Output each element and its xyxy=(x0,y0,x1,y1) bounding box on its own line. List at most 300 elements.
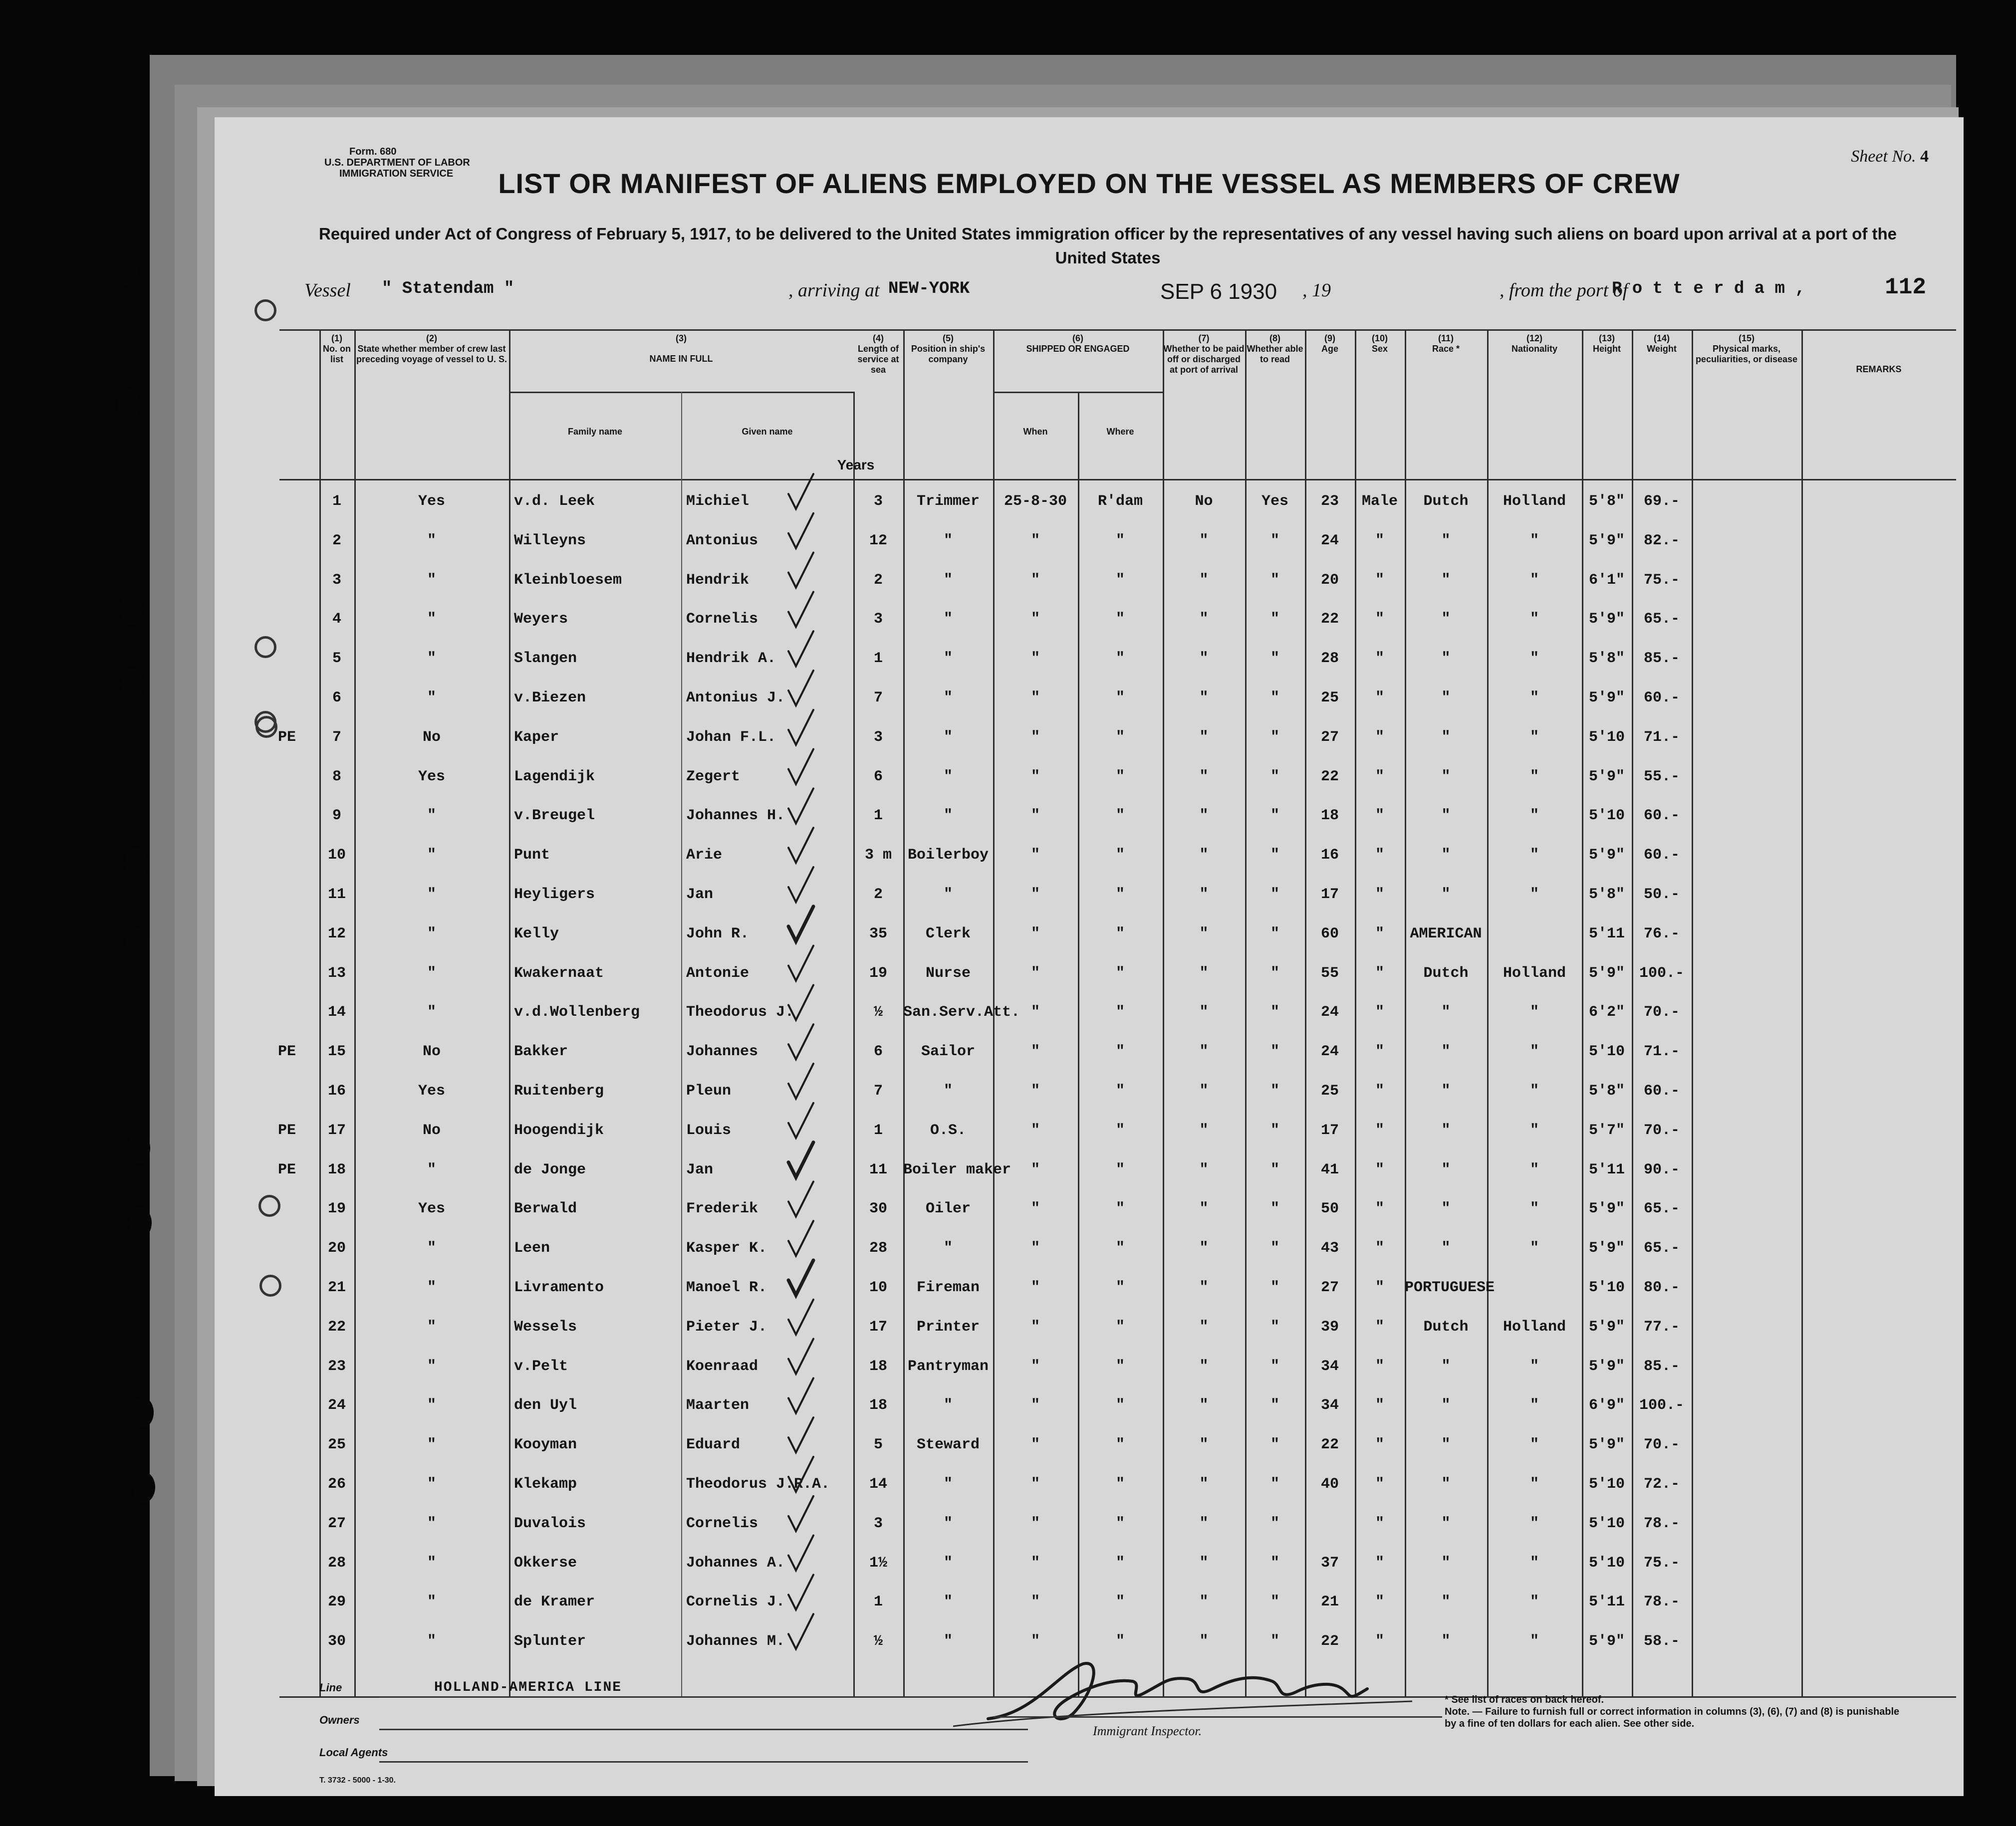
cell-when: " xyxy=(1030,1200,1040,1218)
cell-height: 5'9" xyxy=(1588,1200,1625,1218)
cell-sex: " xyxy=(1375,1633,1384,1650)
cell-service: 28 xyxy=(869,1240,887,1257)
line-value: HOLLAND-AMERICA LINE xyxy=(434,1680,622,1695)
cell-height: 5'9" xyxy=(1588,768,1625,785)
cell-weight: 77.- xyxy=(1643,1318,1680,1336)
cell-family: v.Pelt xyxy=(514,1358,568,1375)
cell-read: " xyxy=(1270,1161,1279,1178)
cell-when: " xyxy=(1030,1476,1040,1493)
line-label: Line xyxy=(319,1681,342,1694)
cell-weight: 65.- xyxy=(1643,611,1680,628)
cell-family: Willeyns xyxy=(514,532,586,549)
cell-height: 5'10 xyxy=(1588,1515,1625,1532)
cell-where: " xyxy=(1115,1515,1125,1532)
cell-height: 5'9" xyxy=(1588,532,1625,549)
table-row xyxy=(279,602,1956,641)
col-header-shipped: (6) SHIPPED OR ENGAGED xyxy=(1026,333,1130,354)
col-header-service: (4) Length of service at sea xyxy=(857,333,899,375)
cell-where: " xyxy=(1115,886,1125,903)
cell-family: Bakker xyxy=(514,1043,568,1061)
cell-nat: " xyxy=(1529,886,1539,903)
cell-race: PORTUGUESE xyxy=(1405,1279,1495,1296)
cell-service: 17 xyxy=(869,1318,887,1336)
cell-where: " xyxy=(1115,611,1125,628)
cell-service: 7 xyxy=(873,689,883,706)
cell-given: Cornelis xyxy=(686,611,758,628)
cell-family: de Jonge xyxy=(514,1161,586,1178)
cell-height: 5'8" xyxy=(1588,650,1625,668)
cell-where: " xyxy=(1115,1318,1125,1336)
cell-weight: 76.- xyxy=(1643,925,1680,942)
cell-given: Hendrik xyxy=(686,571,750,589)
cell-no: 11 xyxy=(327,886,346,903)
cell-weight: 70.- xyxy=(1643,1004,1680,1021)
cell-age: 40 xyxy=(1320,1476,1339,1493)
cell-read: " xyxy=(1270,1476,1279,1493)
cell-prev: " xyxy=(427,1397,436,1414)
cell-prev: " xyxy=(427,1240,436,1257)
cell-sex: " xyxy=(1375,1594,1384,1611)
crew-table xyxy=(279,329,1956,1726)
cell-service: 12 xyxy=(869,532,887,549)
cell-when: " xyxy=(1030,1397,1040,1414)
cell-read: " xyxy=(1270,1240,1279,1257)
cell-position: " xyxy=(943,886,953,903)
cell-prev: " xyxy=(427,571,436,589)
col-header-position: (5) Position in ship's company xyxy=(911,333,986,364)
form-number: Form. 680 xyxy=(349,146,397,157)
cell-family: Kwakernaat xyxy=(514,964,604,982)
cell-age: 50 xyxy=(1320,1200,1339,1218)
cell-given: Pieter J. xyxy=(686,1318,767,1336)
cell-position: " xyxy=(943,1633,953,1650)
manifest-number: 112 xyxy=(1885,274,1926,300)
cell-nat: " xyxy=(1529,1436,1539,1454)
cell-service: 14 xyxy=(869,1476,887,1493)
cell-paid: " xyxy=(1199,1436,1209,1454)
cell-nat: " xyxy=(1529,1240,1539,1257)
department-name: U.S. DEPARTMENT OF LABOR xyxy=(324,157,470,168)
cell-weight: 60.- xyxy=(1643,807,1680,825)
cell-prev: " xyxy=(427,650,436,668)
cell-height: 5'8" xyxy=(1588,1083,1625,1100)
cell-when: " xyxy=(1030,1083,1040,1100)
date-stamp: SEP 6 1930 xyxy=(1160,279,1277,304)
cell-paid: " xyxy=(1199,1043,1209,1061)
cell-age: 24 xyxy=(1320,1004,1339,1021)
cell-where: R'dam xyxy=(1097,493,1143,510)
cell-height: 5'10 xyxy=(1588,1554,1625,1572)
cell-prev: " xyxy=(427,1279,436,1296)
cell-when: " xyxy=(1030,1318,1040,1336)
cell-race: " xyxy=(1441,1554,1451,1572)
cell-where: " xyxy=(1115,1004,1125,1021)
cell-weight: 60.- xyxy=(1643,847,1680,864)
cell-position: " xyxy=(943,571,953,589)
cell-age: 28 xyxy=(1320,650,1339,668)
cell-prev: " xyxy=(427,925,436,942)
table-row xyxy=(279,1191,1956,1230)
cell-prev: " xyxy=(427,611,436,628)
table-row xyxy=(279,838,1956,877)
cell-no: 20 xyxy=(327,1240,346,1257)
cell-height: 5'9" xyxy=(1588,1633,1625,1650)
cell-position: " xyxy=(943,728,953,746)
cell-where: " xyxy=(1115,728,1125,746)
cell-read: " xyxy=(1270,807,1279,825)
cell-weight: 100.- xyxy=(1639,1397,1684,1414)
cell-position: Printer xyxy=(916,1318,980,1336)
cell-given: Antonie xyxy=(686,964,750,982)
cell-given: Pleun xyxy=(686,1083,732,1100)
footnote-penalty: Note. — Failure to furnish full or correct information in columns (3), (6), (7) and (8) is punishable by a fine of ten dollars for each alien. See other side. xyxy=(1445,1706,1900,1729)
cell-where: " xyxy=(1115,1554,1125,1572)
cell-race: " xyxy=(1441,1436,1451,1454)
cell-weight: 100.- xyxy=(1639,964,1684,982)
cell-sex: Male xyxy=(1361,493,1398,510)
cell-family: Duvalois xyxy=(514,1515,586,1532)
cell-nat: " xyxy=(1529,1397,1539,1414)
cell-given: Eduard xyxy=(686,1436,741,1454)
cell-when: " xyxy=(1030,689,1040,706)
cell-given: Jan xyxy=(686,886,714,903)
cell-when: " xyxy=(1030,1004,1040,1021)
cell-service: 1 xyxy=(873,1122,883,1139)
cell-service: ½ xyxy=(873,1633,883,1650)
cell-when: " xyxy=(1030,650,1040,668)
cell-service: 35 xyxy=(869,925,887,942)
cell-paid: " xyxy=(1199,847,1209,864)
table-top-rule xyxy=(279,329,1956,331)
line-rule xyxy=(379,1696,1028,1698)
cell-sex: " xyxy=(1375,768,1384,785)
table-row xyxy=(279,1113,1956,1152)
from-port: R o t t e r d a m , xyxy=(1612,279,1805,298)
cell-given: Louis xyxy=(686,1122,732,1139)
table-row xyxy=(279,1034,1956,1073)
cell-no: 2 xyxy=(332,532,341,549)
cell-given: Maarten xyxy=(686,1397,750,1414)
col-header-paid-off: (7) Whether to be paid off or discharged at port of arrival xyxy=(1163,333,1245,375)
cell-read: " xyxy=(1270,650,1279,668)
cell-race: " xyxy=(1441,1397,1451,1414)
cell-race: " xyxy=(1441,1240,1451,1257)
col-header-race: (11) Race * xyxy=(1432,333,1460,354)
cell-prev: No xyxy=(422,728,441,746)
cell-family: Klekamp xyxy=(514,1476,577,1493)
cell-weight: 75.- xyxy=(1643,1554,1680,1572)
cell-service: 5 xyxy=(873,1436,883,1454)
table-row xyxy=(279,484,1956,523)
cell-where: " xyxy=(1115,964,1125,982)
cell-race: " xyxy=(1441,571,1451,589)
cell-read: " xyxy=(1270,571,1279,589)
cell-nat: " xyxy=(1529,1476,1539,1493)
table-row xyxy=(279,563,1956,602)
cell-where: " xyxy=(1115,1476,1125,1493)
cell-weight: 71.- xyxy=(1643,728,1680,746)
cell-prev: " xyxy=(427,1004,436,1021)
cell-race: Dutch xyxy=(1423,493,1469,510)
table-row xyxy=(279,1152,1956,1191)
cell-race: " xyxy=(1441,1594,1451,1611)
cell-sex: " xyxy=(1375,847,1384,864)
cell-prev: Yes xyxy=(418,1200,445,1218)
cell-no: 26 xyxy=(327,1476,346,1493)
cell-when: " xyxy=(1030,1043,1040,1061)
cell-family: Weyers xyxy=(514,611,568,628)
cell-position: " xyxy=(943,807,953,825)
cell-sex: " xyxy=(1375,1515,1384,1532)
cell-weight: 60.- xyxy=(1643,689,1680,706)
cell-service: 1½ xyxy=(869,1554,887,1572)
cell-prev: " xyxy=(427,1436,436,1454)
cell-where: " xyxy=(1115,768,1125,785)
cell-height: 5'11 xyxy=(1588,1161,1625,1178)
col-header-name: (3) NAME IN FULL xyxy=(649,333,713,364)
table-row xyxy=(279,798,1956,837)
cell-sex: " xyxy=(1375,1436,1384,1454)
col-header-physical-marks: (15) Physical marks, peculiarities, or disease xyxy=(1695,333,1798,364)
cell-when: " xyxy=(1030,1633,1040,1650)
cell-prev: " xyxy=(427,1161,436,1178)
owners-label: Owners xyxy=(319,1714,360,1726)
cell-sex: " xyxy=(1375,1358,1384,1375)
cell-family: Leen xyxy=(514,1240,550,1257)
cell-race: " xyxy=(1441,1004,1451,1021)
cell-given: John R. xyxy=(686,925,750,942)
table-row xyxy=(279,995,1956,1034)
cell-read: " xyxy=(1270,1358,1279,1375)
cell-family: Berwald xyxy=(514,1200,577,1218)
cell-sex: " xyxy=(1375,886,1384,903)
cell-nat: " xyxy=(1529,611,1539,628)
cell-height: 6'1" xyxy=(1588,571,1625,589)
cell-family: Ruitenberg xyxy=(514,1083,604,1100)
cell-sex: " xyxy=(1375,1554,1384,1572)
cell-read: " xyxy=(1270,1436,1279,1454)
cell-age: 25 xyxy=(1320,1083,1339,1100)
cell-paid: " xyxy=(1199,532,1209,549)
cell-nat: " xyxy=(1529,1200,1539,1218)
cell-weight: 65.- xyxy=(1643,1240,1680,1257)
cell-paid: " xyxy=(1199,1004,1209,1021)
cell-prev: " xyxy=(427,847,436,864)
page-title: LIST OR MANIFEST OF ALIENS EMPLOYED ON THE VESSEL AS MEMBERS OF CREW xyxy=(498,168,1680,199)
from-label: , from the port of xyxy=(1500,280,1628,301)
cell-where: " xyxy=(1115,1161,1125,1178)
year-label: , 19 xyxy=(1302,280,1331,301)
cell-height: 6'2" xyxy=(1588,1004,1625,1021)
cell-weight: 78.- xyxy=(1643,1594,1680,1611)
cell-nat: " xyxy=(1529,571,1539,589)
cell-service: 2 xyxy=(873,571,883,589)
cell-nat: " xyxy=(1529,1515,1539,1532)
cell-where: " xyxy=(1115,1436,1125,1454)
cell-paid: " xyxy=(1199,1594,1209,1611)
col-header-read: (8) Whether able to read xyxy=(1247,333,1303,364)
table-row xyxy=(279,1349,1956,1388)
cell-when: " xyxy=(1030,571,1040,589)
cell-position: " xyxy=(943,1397,953,1414)
cell-race: " xyxy=(1441,689,1451,706)
cell-no: 28 xyxy=(327,1554,346,1572)
cell-read: " xyxy=(1270,1200,1279,1218)
cell-family: v.Breugel xyxy=(514,807,595,825)
cell-family: Kaper xyxy=(514,728,559,746)
cell-service: 7 xyxy=(873,1083,883,1100)
margin-mark: PE xyxy=(277,1161,296,1178)
cell-when: " xyxy=(1030,1161,1040,1178)
cell-sex: " xyxy=(1375,1043,1384,1061)
cell-read: " xyxy=(1270,611,1279,628)
cell-paid: " xyxy=(1199,1515,1209,1532)
cell-nat: " xyxy=(1529,650,1539,668)
cell-age: 22 xyxy=(1320,1436,1339,1454)
cell-height: 5'8" xyxy=(1588,493,1625,510)
cell-age: 37 xyxy=(1320,1554,1339,1572)
cell-where: " xyxy=(1115,571,1125,589)
cell-no: 22 xyxy=(327,1318,346,1336)
cell-position: O.S. xyxy=(930,1122,966,1139)
cell-given: Johannes xyxy=(686,1043,758,1061)
table-row xyxy=(279,1506,1956,1545)
cell-family: Kooyman xyxy=(514,1436,577,1454)
cell-nat: " xyxy=(1529,1554,1539,1572)
cell-when: " xyxy=(1030,1436,1040,1454)
cell-service: 19 xyxy=(869,964,887,982)
agents-rule xyxy=(379,1761,1028,1763)
arriving-port: NEW-YORK xyxy=(888,279,970,298)
cell-position: Sailor xyxy=(921,1043,976,1061)
cell-sex: " xyxy=(1375,532,1384,549)
sheet-number xyxy=(1851,147,1929,166)
table-row xyxy=(279,523,1956,562)
cell-no: 15 xyxy=(327,1043,346,1061)
cell-race: " xyxy=(1441,1358,1451,1375)
cell-paid: " xyxy=(1199,1476,1209,1493)
cell-given: Antonius xyxy=(686,532,758,549)
cell-nat: " xyxy=(1529,1633,1539,1650)
cell-race: " xyxy=(1441,1122,1451,1139)
cell-no: 1 xyxy=(332,493,341,510)
cell-age: 22 xyxy=(1320,611,1339,628)
agents-label: Local Agents xyxy=(319,1746,388,1759)
cell-paid: " xyxy=(1199,807,1209,825)
cell-sex: " xyxy=(1375,1083,1384,1100)
cell-read: " xyxy=(1270,1554,1279,1572)
cell-family: Punt xyxy=(514,847,550,864)
table-row xyxy=(279,681,1956,719)
cell-height: 5'10 xyxy=(1588,1279,1625,1296)
cell-given: Johannes H. xyxy=(686,807,785,825)
cell-sex: " xyxy=(1375,1004,1384,1021)
cell-when: " xyxy=(1030,728,1040,746)
cell-prev: No xyxy=(422,1122,441,1139)
cell-prev: Yes xyxy=(418,493,445,510)
cell-prev: " xyxy=(427,1358,436,1375)
cell-where: " xyxy=(1115,847,1125,864)
cell-no: 4 xyxy=(332,611,341,628)
cell-where: " xyxy=(1115,689,1125,706)
cell-sex: " xyxy=(1375,571,1384,589)
cell-read: " xyxy=(1270,1515,1279,1532)
cell-prev: " xyxy=(427,1554,436,1572)
cell-race: AMERICAN xyxy=(1410,925,1482,942)
table-row xyxy=(279,1388,1956,1427)
cell-family: v.Biezen xyxy=(514,689,586,706)
cell-height: 5'9" xyxy=(1588,847,1625,864)
cell-race: " xyxy=(1441,1083,1451,1100)
cell-family: Kleinbloesem xyxy=(514,571,622,589)
cell-sex: " xyxy=(1375,807,1384,825)
cell-read: " xyxy=(1270,1397,1279,1414)
cell-family: den Uyl xyxy=(514,1397,577,1414)
cell-prev: " xyxy=(427,1476,436,1493)
cell-height: 5'10 xyxy=(1588,807,1625,825)
cell-race: " xyxy=(1441,1476,1451,1493)
cell-height: 5'10 xyxy=(1588,1476,1625,1493)
table-row xyxy=(279,1310,1956,1349)
cell-paid: " xyxy=(1199,1161,1209,1178)
cell-sex: " xyxy=(1375,1279,1384,1296)
cell-where: " xyxy=(1115,807,1125,825)
cell-race: Dutch xyxy=(1423,964,1469,982)
requirement-text: Required under Act of Congress of February 5, 1917, to be delivered to the United States immigration officer by the representatives of any vessel having such aliens on board upon arrival at a port of the United States xyxy=(318,225,1897,267)
cell-prev: Yes xyxy=(418,768,445,785)
arriving-label: , arriving at xyxy=(788,280,880,301)
cell-no: 21 xyxy=(327,1279,346,1296)
cell-given: Koenraad xyxy=(686,1358,758,1375)
cell-given: Johannes A. xyxy=(686,1554,785,1572)
cell-paid: " xyxy=(1199,689,1209,706)
cell-position: Boiler maker xyxy=(903,1161,1011,1178)
table-row xyxy=(279,1270,1956,1309)
cell-age: 16 xyxy=(1320,847,1339,864)
cell-no: 18 xyxy=(327,1161,346,1178)
cell-height: 5'9" xyxy=(1588,689,1625,706)
cell-nat: " xyxy=(1529,768,1539,785)
cell-nat: " xyxy=(1529,1122,1539,1139)
cell-position: Pantryman xyxy=(907,1358,989,1375)
cell-service: 18 xyxy=(869,1358,887,1375)
table-row xyxy=(279,916,1956,955)
cell-nat: " xyxy=(1529,532,1539,549)
cell-service: 1 xyxy=(873,650,883,668)
cell-when: " xyxy=(1030,611,1040,628)
footnote-races: * See list of races on back hereof. xyxy=(1445,1694,1604,1705)
cell-position: Boilerboy xyxy=(907,847,989,864)
cell-age: 34 xyxy=(1320,1397,1339,1414)
cell-height: 5'9" xyxy=(1588,611,1625,628)
col-header-sex: (10) Sex xyxy=(1371,333,1388,354)
cell-nat: " xyxy=(1529,1594,1539,1611)
cell-sex: " xyxy=(1375,1200,1384,1218)
cell-paid: " xyxy=(1199,925,1209,942)
cell-when: " xyxy=(1030,1279,1040,1296)
cell-paid: " xyxy=(1199,1554,1209,1572)
owners-rule xyxy=(379,1729,1028,1730)
cell-given: Kasper K. xyxy=(686,1240,767,1257)
cell-no: 30 xyxy=(327,1633,346,1650)
cell-no: 27 xyxy=(327,1515,346,1532)
manifest-sheet xyxy=(215,117,1964,1796)
cell-sex: " xyxy=(1375,689,1384,706)
cell-where: " xyxy=(1115,1279,1125,1296)
cell-nat: " xyxy=(1529,1043,1539,1061)
subhead-given-name: Given name xyxy=(742,427,793,437)
cell-weight: 70.- xyxy=(1643,1122,1680,1139)
